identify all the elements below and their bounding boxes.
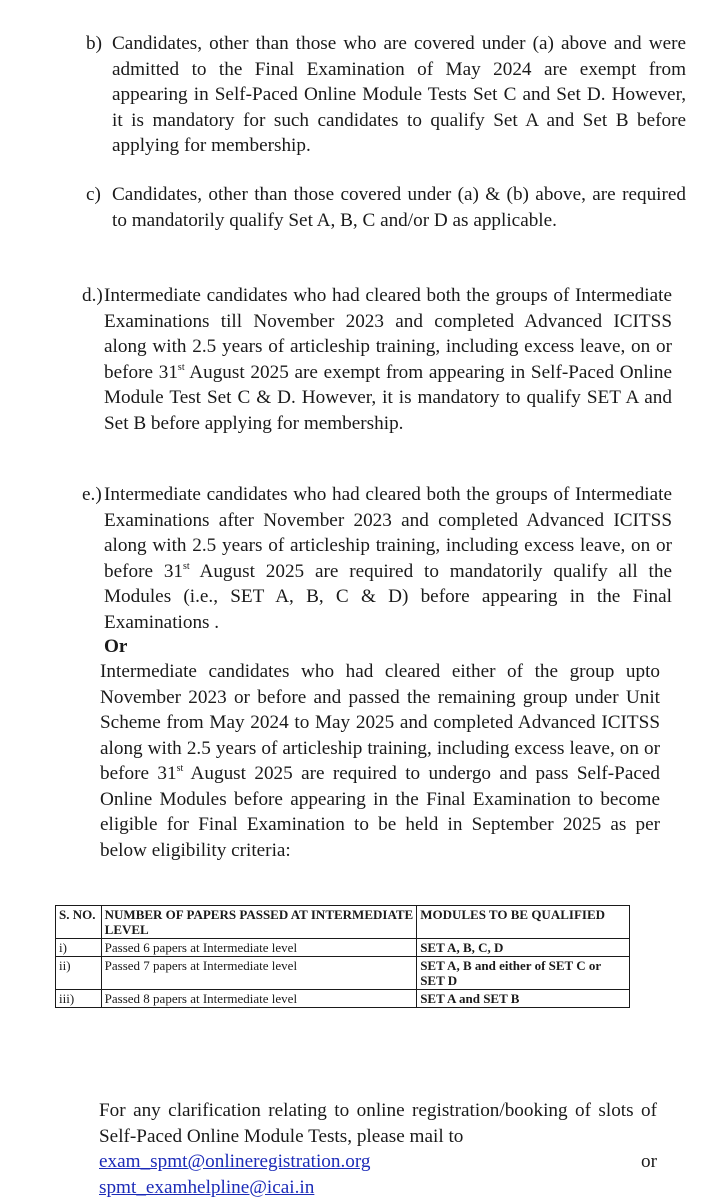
row-papers: Passed 6 papers at Intermediate level	[101, 939, 417, 957]
eligibility-table	[55, 905, 630, 1008]
row-papers: Passed 7 papers at Intermediate level	[101, 957, 417, 990]
paragraph-e-alt-superscript: st	[176, 763, 184, 774]
paragraph-e-superscript: st	[183, 560, 190, 572]
paragraph-e	[82, 482, 672, 635]
row-sno: i)	[56, 939, 102, 957]
row-modules: SET A, B, C, D	[417, 939, 630, 957]
row-sno: iii)	[56, 990, 102, 1008]
paragraph-d	[82, 283, 672, 436]
footer-text: For any clarification relating to online registration/booking of slots of Self-Paced Online Module Tests, please mail to	[99, 1100, 657, 1147]
paragraph-b-text: Candidates, other than those who are covered under (a) above and were admitted to the Final Examination of May 2024 are exempt from appearing in Self-Paced Online Module Tests Set C and Set D. However, it is mandatory for such candidates to qualify Set A and Set B before applying for membership.	[112, 33, 686, 156]
header-modules: MODULES TO BE QUALIFIED	[417, 906, 630, 939]
paragraph-d-text	[82, 283, 672, 436]
paragraph-c-label: c)	[86, 184, 101, 205]
row-sno: ii)	[56, 957, 102, 990]
paragraph-e-alternative	[100, 659, 660, 863]
row-modules: SET A and SET B	[417, 990, 630, 1008]
table-row	[56, 939, 630, 957]
row-modules: SET A, B and either of SET C or SET D	[417, 957, 630, 990]
email-link-spmt-registration[interactable]: exam_spmt@onlineregistration.org	[99, 1151, 371, 1172]
or-separator: Or	[104, 636, 128, 657]
paragraph-e-alt-text-part-1: Intermediate candidates who had cleared either of the group upto November 2023 or before and passed the remaining group under Unit Scheme from May 2024 to May 2025 and completed Advanced ICITSS along with 2.5 years of articleship training, including excess leave, on or before 31	[100, 661, 660, 784]
table-row	[56, 957, 630, 990]
footer-or: or	[641, 1151, 657, 1172]
header-papers: NUMBER OF PAPERS PASSED AT INTERMEDIATE LEVEL	[101, 906, 417, 939]
row-papers: Passed 8 papers at Intermediate level	[101, 990, 417, 1008]
email-link-spmt-helpline[interactable]: spmt_examhelpline@icai.in	[99, 1176, 315, 1198]
paragraph-b	[86, 31, 686, 159]
footer-clarification	[99, 1098, 657, 1200]
paragraph-e-alt-text-part-2: August 2025 are required to undergo and pass Self-Paced Online Modules before appearing in the Final Examination to become eligible for Final Examination to be held in September 2025 as per below eligibility criteria:	[100, 763, 660, 861]
paragraph-e-text-part-1: Intermediate candidates who had cleared both the groups of Intermediate Examinations after November 2023 and completed Advanced ICITSS along with 2.5 years of articleship training, including excess leave, on or before 31	[104, 484, 672, 582]
paragraph-e-text	[82, 482, 672, 635]
table-row	[56, 990, 630, 1008]
paragraph-c-text: Candidates, other than those covered under (a) & (b) above, are required to mandatorily qualify Set A, B, C and/or D as applicable.	[112, 184, 686, 231]
table-header-row	[56, 906, 630, 939]
paragraph-d-text-part-2: August 2025 are exempt from appearing in Self-Paced Online Module Test Set C & D. However, it is mandatory to qualify SET A and Set B before applying for membership.	[104, 361, 672, 434]
paragraph-d-label: d.)	[82, 285, 103, 306]
paragraph-d-superscript: st	[177, 361, 185, 373]
footer-email-line	[99, 1149, 657, 1175]
paragraph-e-label: e.)	[82, 484, 102, 505]
paragraph-e-text-part-2: August 2025 are required to mandatorily qualify all the Modules (i.e., SET A, B, C & D) before appearing in the Final Examinations .	[104, 560, 672, 633]
header-sno: S. NO.	[56, 906, 102, 939]
paragraph-b-label: b)	[86, 33, 102, 54]
paragraph-d-text-part-1: Intermediate candidates who had cleared both the groups of Intermediate Examinations till November 2023 and completed Advanced ICITSS along with 2.5 years of articleship training, including excess leave, on or before 31	[104, 285, 672, 383]
paragraph-c	[86, 182, 686, 233]
